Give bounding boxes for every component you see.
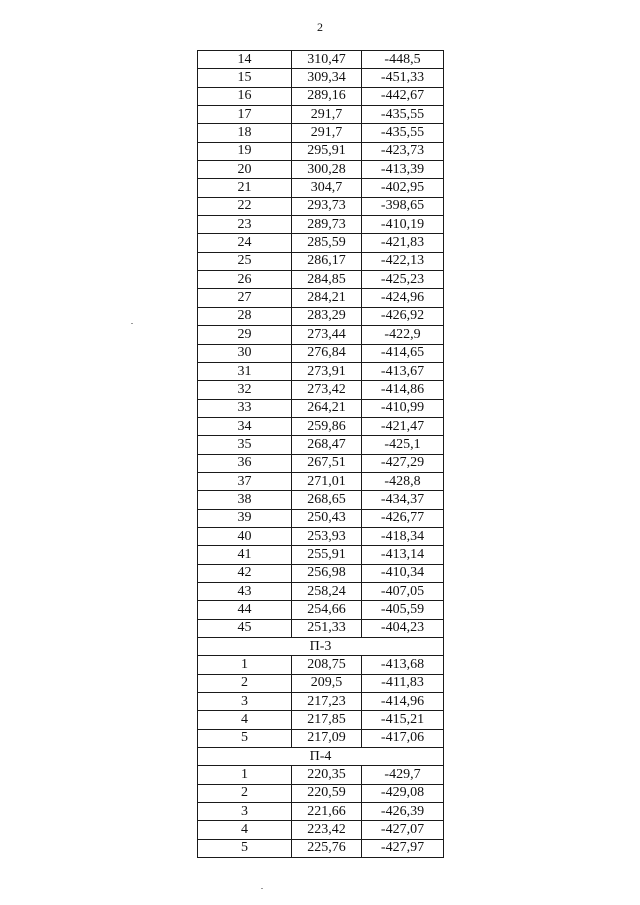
row-index-cell: 29 — [198, 326, 292, 344]
row-index-cell: 20 — [198, 161, 292, 179]
table-row — [198, 69, 444, 87]
x-value-cell: 273,42 — [292, 381, 362, 399]
row-index-cell: 39 — [198, 509, 292, 527]
x-value-cell: 271,01 — [292, 472, 362, 490]
y-value-cell: -451,33 — [362, 69, 444, 87]
x-value-cell: 264,21 — [292, 399, 362, 417]
row-index-cell: 2 — [198, 674, 292, 692]
row-index-cell: 45 — [198, 619, 292, 637]
y-value-cell: -421,83 — [362, 234, 444, 252]
row-index-cell: 17 — [198, 106, 292, 124]
y-value-cell: -410,19 — [362, 216, 444, 234]
row-index-cell: 44 — [198, 601, 292, 619]
row-index-cell: 16 — [198, 87, 292, 105]
y-value-cell: -410,99 — [362, 399, 444, 417]
y-value-cell: -427,29 — [362, 454, 444, 472]
row-index-cell: 41 — [198, 546, 292, 564]
table-row — [198, 216, 444, 234]
x-value-cell: 284,85 — [292, 271, 362, 289]
y-value-cell: -398,65 — [362, 197, 444, 215]
row-index-cell: 30 — [198, 344, 292, 362]
x-value-cell: 276,84 — [292, 344, 362, 362]
table-row — [198, 454, 444, 472]
y-value-cell: -422,9 — [362, 326, 444, 344]
table-row — [198, 693, 444, 711]
row-index-cell: 27 — [198, 289, 292, 307]
x-value-cell: 254,66 — [292, 601, 362, 619]
table-row — [198, 381, 444, 399]
y-value-cell: -414,96 — [362, 693, 444, 711]
table-row — [198, 179, 444, 197]
row-index-cell: 18 — [198, 124, 292, 142]
x-value-cell: 223,42 — [292, 821, 362, 839]
x-value-cell: 267,51 — [292, 454, 362, 472]
x-value-cell: 289,73 — [292, 216, 362, 234]
x-value-cell: 284,21 — [292, 289, 362, 307]
y-value-cell: -429,08 — [362, 784, 444, 802]
y-value-cell: -425,23 — [362, 271, 444, 289]
row-index-cell: 2 — [198, 784, 292, 802]
y-value-cell: -448,5 — [362, 51, 444, 69]
table-body — [198, 51, 444, 858]
y-value-cell: -429,7 — [362, 766, 444, 784]
y-value-cell: -428,8 — [362, 472, 444, 490]
table-row — [198, 289, 444, 307]
table-row — [198, 161, 444, 179]
x-value-cell: 310,47 — [292, 51, 362, 69]
y-value-cell: -427,07 — [362, 821, 444, 839]
x-value-cell: 217,23 — [292, 693, 362, 711]
x-value-cell: 289,16 — [292, 87, 362, 105]
table-row — [198, 436, 444, 454]
section-label: П-4 — [198, 748, 444, 766]
table-row — [198, 472, 444, 490]
row-index-cell: 3 — [198, 693, 292, 711]
row-index-cell: 31 — [198, 362, 292, 380]
y-value-cell: -423,73 — [362, 142, 444, 160]
y-value-cell: -413,14 — [362, 546, 444, 564]
row-index-cell: 3 — [198, 803, 292, 821]
x-value-cell: 273,44 — [292, 326, 362, 344]
data-table — [197, 50, 444, 858]
x-value-cell: 251,33 — [292, 619, 362, 637]
y-value-cell: -402,95 — [362, 179, 444, 197]
x-value-cell: 304,7 — [292, 179, 362, 197]
x-value-cell: 250,43 — [292, 509, 362, 527]
table-row — [198, 362, 444, 380]
x-value-cell: 285,59 — [292, 234, 362, 252]
row-index-cell: 26 — [198, 271, 292, 289]
row-index-cell: 25 — [198, 252, 292, 270]
row-index-cell: 37 — [198, 472, 292, 490]
row-index-cell: 32 — [198, 381, 292, 399]
y-value-cell: -427,97 — [362, 839, 444, 857]
table-row — [198, 142, 444, 160]
table-row — [198, 711, 444, 729]
row-index-cell: 1 — [198, 656, 292, 674]
table-row — [198, 399, 444, 417]
x-value-cell: 300,28 — [292, 161, 362, 179]
x-value-cell: 208,75 — [292, 656, 362, 674]
y-value-cell: -411,83 — [362, 674, 444, 692]
y-value-cell: -413,68 — [362, 656, 444, 674]
table-row — [198, 784, 444, 802]
row-index-cell: 40 — [198, 527, 292, 545]
table-row — [198, 197, 444, 215]
page-number: 2 — [317, 20, 323, 34]
table-row — [198, 821, 444, 839]
y-value-cell: -404,23 — [362, 619, 444, 637]
x-value-cell: 220,35 — [292, 766, 362, 784]
scan-speck — [131, 323, 133, 324]
row-index-cell: 5 — [198, 729, 292, 747]
row-index-cell: 5 — [198, 839, 292, 857]
y-value-cell: -414,65 — [362, 344, 444, 362]
x-value-cell: 268,65 — [292, 491, 362, 509]
table-row — [198, 124, 444, 142]
row-index-cell: 38 — [198, 491, 292, 509]
y-value-cell: -417,06 — [362, 729, 444, 747]
x-value-cell: 253,93 — [292, 527, 362, 545]
y-value-cell: -422,13 — [362, 252, 444, 270]
row-index-cell: 15 — [198, 69, 292, 87]
table-row — [198, 839, 444, 857]
scan-speck — [261, 888, 263, 889]
table-row — [198, 326, 444, 344]
x-value-cell: 209,5 — [292, 674, 362, 692]
table-row — [198, 51, 444, 69]
row-index-cell: 4 — [198, 711, 292, 729]
row-index-cell: 43 — [198, 582, 292, 600]
x-value-cell: 255,91 — [292, 546, 362, 564]
table-row — [198, 87, 444, 105]
row-index-cell: 28 — [198, 307, 292, 325]
y-value-cell: -405,59 — [362, 601, 444, 619]
x-value-cell: 220,59 — [292, 784, 362, 802]
x-value-cell: 258,24 — [292, 582, 362, 600]
row-index-cell: 36 — [198, 454, 292, 472]
y-value-cell: -418,34 — [362, 527, 444, 545]
x-value-cell: 259,86 — [292, 417, 362, 435]
row-index-cell: 34 — [198, 417, 292, 435]
row-index-cell: 14 — [198, 51, 292, 69]
x-value-cell: 268,47 — [292, 436, 362, 454]
y-value-cell: -407,05 — [362, 582, 444, 600]
y-value-cell: -426,77 — [362, 509, 444, 527]
y-value-cell: -415,21 — [362, 711, 444, 729]
table-row — [198, 509, 444, 527]
y-value-cell: -421,47 — [362, 417, 444, 435]
table-row — [198, 674, 444, 692]
table-row — [198, 582, 444, 600]
row-index-cell: 33 — [198, 399, 292, 417]
row-index-cell: 24 — [198, 234, 292, 252]
table-row — [198, 619, 444, 637]
row-index-cell: 42 — [198, 564, 292, 582]
row-index-cell: 23 — [198, 216, 292, 234]
table-row — [198, 417, 444, 435]
y-value-cell: -425,1 — [362, 436, 444, 454]
x-value-cell: 256,98 — [292, 564, 362, 582]
section-label: П-3 — [198, 638, 444, 656]
table-row — [198, 307, 444, 325]
table-row — [198, 803, 444, 821]
y-value-cell: -442,67 — [362, 87, 444, 105]
table-row — [198, 271, 444, 289]
y-value-cell: -424,96 — [362, 289, 444, 307]
section-header-row — [198, 748, 444, 766]
x-value-cell: 217,85 — [292, 711, 362, 729]
x-value-cell: 221,66 — [292, 803, 362, 821]
row-index-cell: 22 — [198, 197, 292, 215]
table-row — [198, 766, 444, 784]
x-value-cell: 273,91 — [292, 362, 362, 380]
table-row — [198, 252, 444, 270]
y-value-cell: -435,55 — [362, 124, 444, 142]
y-value-cell: -410,34 — [362, 564, 444, 582]
row-index-cell: 1 — [198, 766, 292, 784]
y-value-cell: -426,39 — [362, 803, 444, 821]
table-row — [198, 491, 444, 509]
table-row — [198, 656, 444, 674]
table-row — [198, 106, 444, 124]
table-row — [198, 729, 444, 747]
x-value-cell: 309,34 — [292, 69, 362, 87]
row-index-cell: 35 — [198, 436, 292, 454]
table-row — [198, 546, 444, 564]
y-value-cell: -414,86 — [362, 381, 444, 399]
x-value-cell: 286,17 — [292, 252, 362, 270]
table-row — [198, 564, 444, 582]
y-value-cell: -413,39 — [362, 161, 444, 179]
y-value-cell: -434,37 — [362, 491, 444, 509]
x-value-cell: 225,76 — [292, 839, 362, 857]
table-row — [198, 527, 444, 545]
table-row — [198, 344, 444, 362]
y-value-cell: -435,55 — [362, 106, 444, 124]
x-value-cell: 291,7 — [292, 106, 362, 124]
row-index-cell: 4 — [198, 821, 292, 839]
x-value-cell: 293,73 — [292, 197, 362, 215]
x-value-cell: 283,29 — [292, 307, 362, 325]
row-index-cell: 21 — [198, 179, 292, 197]
x-value-cell: 217,09 — [292, 729, 362, 747]
x-value-cell: 295,91 — [292, 142, 362, 160]
table-row — [198, 234, 444, 252]
row-index-cell: 19 — [198, 142, 292, 160]
x-value-cell: 291,7 — [292, 124, 362, 142]
table-row — [198, 601, 444, 619]
section-header-row — [198, 638, 444, 656]
y-value-cell: -426,92 — [362, 307, 444, 325]
y-value-cell: -413,67 — [362, 362, 444, 380]
